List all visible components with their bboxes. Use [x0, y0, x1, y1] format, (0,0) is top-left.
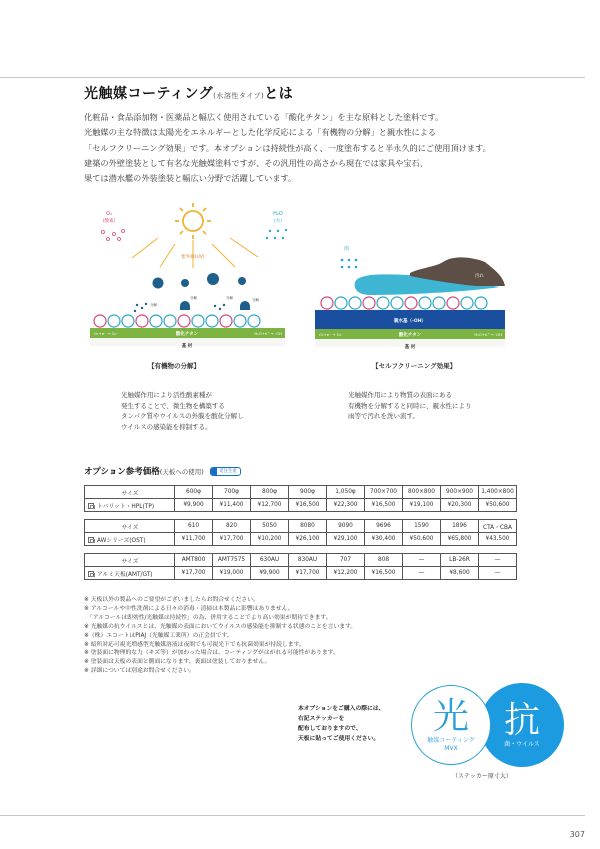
table-row — [85, 533, 517, 546]
table-row — [85, 567, 517, 580]
table-row-header — [85, 554, 517, 567]
price-cell: ¥26,100 — [289, 533, 327, 546]
product-name: トパリット・HPL(TP) — [97, 503, 155, 510]
size-cell: 630AU — [251, 554, 289, 567]
svg-text:汚れ: 汚れ — [475, 274, 484, 279]
note-item: ※ 天板以外の製品へのご要望がございましたらお問合せください。 — [84, 597, 259, 603]
size-cell: 900×900 — [441, 486, 479, 499]
page-title — [84, 83, 293, 103]
svg-text:(酸素): (酸素) — [102, 219, 116, 224]
size-cell: AMT7575 — [213, 554, 251, 567]
light-char: 光 — [432, 696, 469, 737]
intro-line: 果ては潜水艦の外装塗装と幅広い分野で活躍しています。 — [84, 173, 297, 184]
price-cell: ¥9,900 — [251, 567, 289, 580]
price-cell: ¥12,700 — [251, 499, 289, 512]
price-title-sub: (天板への使用) — [159, 468, 204, 476]
size-header: サイズ — [85, 520, 175, 533]
price-cell: ¥9,900 — [175, 499, 213, 512]
size-cell: — — [479, 554, 517, 567]
price-section-title — [84, 465, 241, 477]
size-cell: AMT800 — [175, 554, 213, 567]
photocatalyst-sticker — [411, 685, 491, 765]
intro-line: 光触媒の主な特徴は太陽光をエネルギーとした化学反応による「有機物の分解」と親水性による — [84, 127, 437, 138]
product-name: アルミ天板(AMT/GT) — [97, 571, 153, 578]
svg-text:H₂O: H₂O — [273, 211, 283, 217]
price-cell: ¥19,100 — [403, 499, 441, 512]
self-cleaning-description — [348, 390, 472, 422]
table-row — [85, 499, 517, 512]
anti-char: 抗 — [503, 700, 540, 741]
intro-line: 建築の外壁塗装として有名な光触媒塗料ですが、その汎用性の高さから現在では家具や宝石、 — [84, 157, 428, 168]
table-row-header — [85, 486, 517, 499]
price-table-amt — [84, 553, 517, 580]
decomposition-illustration — [90, 200, 305, 350]
sticker-line: 右記ステッカーを — [298, 716, 345, 722]
price-cell: ¥29,100 — [327, 533, 365, 546]
title-suffix: とは — [264, 86, 294, 102]
note-item: 「アルコールは即効性/光触媒は持続性」の為、併用することでより高い効果が期待できます。 — [84, 614, 332, 621]
desc-line: 光触媒作用により活性酸素種が — [121, 391, 212, 399]
price-cell: ¥22,300 — [327, 499, 365, 512]
desc-line: 有機物を分解すると同時に、親水性により — [348, 401, 472, 410]
svg-text:O₂: O₂ — [106, 211, 112, 217]
size-cell: 800φ — [251, 486, 289, 499]
svg-text:O₂+e⁻ → O₂⁻: O₂+e⁻ → O₂⁻ — [94, 331, 119, 336]
price-cell: ¥17,700 — [175, 567, 213, 580]
page-number: 307 — [569, 830, 585, 839]
note-item: ※（株）エコートはPIAJ（光触媒工業所）の正会員です。 — [84, 632, 233, 639]
checkbox-icon — [88, 571, 94, 577]
price-cell: ¥50,600 — [479, 499, 517, 512]
desc-line: 発生することで、微生物を構築する — [121, 401, 225, 410]
price-cell: ¥16,500 — [365, 499, 403, 512]
price-cell: ¥11,400 — [213, 499, 251, 512]
svg-text:O₂+e⁻ → O₂⁻: O₂+e⁻ → O₂⁻ — [319, 332, 344, 337]
svg-text:H₂O+h⁺ → ·OH: H₂O+h⁺ → ·OH — [254, 331, 282, 336]
note-item: ※ 詳細については別途お問合せください。 — [84, 668, 195, 675]
sticker-line: 天板に貼ってご使用ください。 — [298, 736, 380, 742]
bottom-divider — [0, 815, 585, 816]
price-cell: ¥8,600 — [441, 567, 479, 580]
product-label — [85, 499, 175, 512]
price-cell: ¥11,700 — [175, 533, 213, 546]
svg-text:基 材: 基 材 — [181, 344, 193, 349]
size-cell: 600φ — [175, 486, 213, 499]
price-cell: — — [479, 567, 517, 580]
svg-text:酸化チタン: 酸化チタン — [398, 333, 422, 338]
sticker-size-note: （ステッカー原寸大） — [452, 773, 512, 780]
price-cell: ¥19,000 — [213, 567, 251, 580]
svg-text:H₂O+h⁺ → ·OH: H₂O+h⁺ → ·OH — [474, 332, 502, 337]
checkbox-icon — [88, 537, 94, 543]
size-cell: 700×700 — [365, 486, 403, 499]
price-cell: ¥65,800 — [441, 533, 479, 546]
desc-line: 雨等で汚れを洗い流す。 — [348, 412, 419, 420]
size-cell: 9696 — [365, 520, 403, 533]
price-cell: ¥17,700 — [213, 533, 251, 546]
self-cleaning-caption: 【セルフクリーニング効果】 — [372, 362, 457, 370]
svg-text:親水基（-OH）: 親水基（-OH） — [394, 319, 426, 324]
size-cell: 800×800 — [403, 486, 441, 499]
title-sub: (水溶性タイプ) — [213, 92, 265, 100]
size-cell: 1896 — [441, 520, 479, 533]
size-header: サイズ — [85, 554, 175, 567]
made-to-order-badge: 受注生産 — [210, 467, 241, 476]
light-sub: 触媒コーティング — [427, 737, 475, 744]
price-cell: ¥20,300 — [441, 499, 479, 512]
product-name: AWシリーズ(OST) — [97, 537, 146, 544]
note-item: ※ アルコールや中性洗剤による日々の消毒・清掃は本製品に影響はありません。 — [84, 605, 294, 612]
note-item: ※ 塗装面は天板の表面と側面になります。裏面は塗装しておりません。 — [84, 659, 271, 666]
price-cell: ¥10,200 — [251, 533, 289, 546]
table-row-header — [85, 520, 517, 533]
size-cell: 5050 — [251, 520, 289, 533]
size-cell: 808 — [365, 554, 403, 567]
size-cell: 8080 — [289, 520, 327, 533]
size-cell: 900φ — [289, 486, 327, 499]
product-label — [85, 567, 175, 580]
self-cleaning-illustration — [315, 240, 525, 350]
size-cell: 830AU — [289, 554, 327, 567]
light-sub-model: MVX — [444, 745, 458, 752]
size-cell: — — [403, 554, 441, 567]
note-item: ※ 暗所対応可視光増感型光触媒溶液は夜間でも可視光下でも抗菌効果が持続します。 — [84, 641, 305, 648]
size-cell: 1,400×800 — [479, 486, 517, 499]
price-cell: ¥16,500 — [365, 567, 403, 580]
desc-line: ウイルスの感染能を抑制する。 — [121, 422, 212, 431]
size-cell: CTA・CBA — [479, 520, 517, 533]
self-cleaning-diagram — [315, 240, 525, 350]
decomposition-diagram — [90, 200, 305, 350]
desc-line: 光触媒作用により物質の表面にある — [348, 391, 452, 399]
size-cell: LB-26R — [441, 554, 479, 567]
desc-line: タンパク質やウイルスの外膜を酸化分解し — [121, 412, 244, 420]
top-divider — [0, 77, 585, 78]
svg-text:酸化チタン: 酸化チタン — [175, 332, 199, 337]
intro-paragraph — [84, 110, 554, 186]
price-table-tp — [84, 485, 517, 512]
note-item: ※ 光触媒の抗ウイルスとは、光触媒の表面においてウイルスの感染能を抑制する状態のことを言います。 — [84, 623, 357, 630]
size-cell: 1,050φ — [327, 486, 365, 499]
size-cell: 1590 — [403, 520, 441, 533]
svg-text:分解: 分解 — [150, 303, 157, 307]
price-cell: ¥30,400 — [365, 533, 403, 546]
svg-text:基 材: 基 材 — [404, 345, 416, 350]
product-label — [85, 533, 175, 546]
price-cell: ¥50,600 — [403, 533, 441, 546]
sticker-info — [298, 704, 384, 744]
notes-list — [84, 596, 356, 676]
svg-text:(水): (水) — [273, 219, 283, 224]
price-cell: — — [403, 567, 441, 580]
price-cell: ¥17,700 — [289, 567, 327, 580]
size-cell: 707 — [327, 554, 365, 567]
sticker-line: 本オプションをご購入の際には、 — [298, 706, 385, 712]
svg-text:紫外線(UV): 紫外線(UV) — [181, 255, 205, 260]
size-cell: 610 — [175, 520, 213, 533]
price-table-aw — [84, 519, 517, 546]
decomposition-caption: 【有機物の分解】 — [148, 362, 200, 370]
size-cell: 820 — [213, 520, 251, 533]
size-cell: 9090 — [327, 520, 365, 533]
sticker-line: 配布しておりますので、 — [298, 726, 362, 732]
price-cell: ¥12,200 — [327, 567, 365, 580]
checkbox-icon — [88, 503, 94, 509]
svg-text:雨: 雨 — [344, 246, 350, 252]
price-cell: ¥43,500 — [479, 533, 517, 546]
rain-drops-icon — [341, 259, 358, 269]
svg-text:分解: 分解 — [252, 298, 259, 302]
antibacterial-sticker — [480, 683, 564, 767]
note-item: ※ 塗装面に物理的な力（キズ等）が加わった場合は、コーティングがはがれる可能性があります。 — [84, 650, 339, 657]
price-cell: ¥16,500 — [289, 499, 327, 512]
sun-icon — [175, 203, 211, 239]
svg-text:分解: 分解 — [190, 296, 197, 300]
size-header: サイズ — [85, 486, 175, 499]
size-cell: 700φ — [213, 486, 251, 499]
intro-line: 「セルフクリーニング効果」です。本オプションは持続性が高く、一度塗布すると半永久的にご使用頂けます。 — [84, 142, 491, 153]
anti-sub: 菌・ウイルス — [504, 741, 540, 748]
price-title-main: オプション参考価格 — [84, 467, 160, 477]
svg-text:分解: 分解 — [226, 296, 233, 300]
intro-line: 化粧品・食品添加物・医薬品と幅広く使用されている「酸化チタン」を主な原料とした塗料です。 — [84, 112, 444, 122]
decomposition-description — [121, 390, 244, 432]
title-main: 光触媒コーティング — [84, 86, 214, 102]
